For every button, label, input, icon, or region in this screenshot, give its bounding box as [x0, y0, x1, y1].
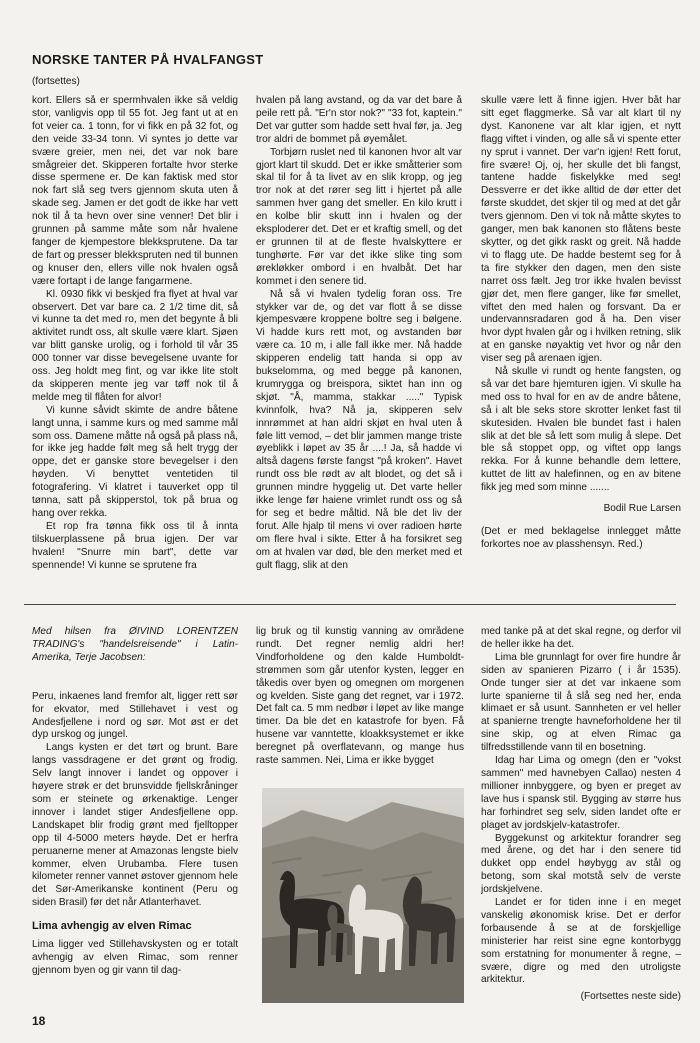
paragraph: Lima ligger ved Stillehavskysten og er totalt avhengig av elven Rimac, som renner gjennom byen og gir vann til dag-	[32, 939, 238, 976]
bottom-column-2	[256, 626, 464, 784]
paragraph: skulle være lett å finne igjen. Hver båt har sitt eget flaggmerke. Så var alt klart til ny dyst. Kanonene var alt klar igjen, et nytt flagg viftet i vinden, og alle så vi spente etter ny sprut i vannet. Der var'n igjen! Rett forut, fire svære! Oj, oj, her skulle det bli fangst, tantene hadde fiskelykke med seg! Dessverre er det ikke alltid de dør etter det første skuddet, det skjer til og med at det går tvers gjennom. Den vi tok nå måtte skytes to ganger, men bak kanonen sto flåtens beste skytter, og det gikk raskt og greit. Nå hadde vi to flagg ute. De hadde bestemt seg for å ta fire stykker den dagen, men den siste narret oss fælt. Jeg tror ikke hvalen bevisst gjør det, men flere ganger, like før smellet, viftet den med halen og forsvant. Da er undervannsradaren god å ha. Den viser hvor dypt hvalen går og i hvilken retning, slik at en ganske nøyaktig vet hvor og når den viser seg på arenaen igjen.	[481, 95, 681, 365]
paragraph: Peru, inkaenes land fremfor alt, ligger rett sør for ekvator, med Stillehavet i vest og Andesfjellene i nord og sør. Mot øst er det dyp urskog og jungel.	[32, 690, 238, 741]
llama-photo-graphic	[262, 788, 464, 1003]
section-divider	[24, 604, 676, 605]
bottom-column-3	[481, 626, 681, 1011]
bottom-column-1	[32, 626, 238, 1011]
paragraph: Nå skulle vi rundt og hente fangsten, og så var det bare hjemturen igjen. Vi skulle ha med oss to hval for en av de andre båtene, så i alt ble seks store skrotter lenket fast til skutesiden. Hvalen ble bundet fast i halen slik at det ble så lett som mulig å slepe. Det ble så stoppet opp, og viftet opp langs rekka. For å kunne behandle dem lettere, kuttet de litt av halefinnen, og en av bitene fikk jeg med som minne .......	[481, 366, 681, 494]
article-title: NORSKE TANTER PÅ HVALFANGST	[32, 52, 264, 67]
continued-label: (fortsettes)	[32, 76, 80, 87]
paragraph: Torbjørn ruslet ned til kanonen hvor alt var gjort klart til skudd. Det er ikke småtterier som skal til for å ta livet av en slik kropp, og jeg tror nok at det rører seg litt i hjertet på alle sammen hver gang det smeller. En kilo krutt i en kolbe blir skutt inn i hvalen og der eksploderer det. Det er et kraftig smell, og det er grunnen til at de fleste hvalskyttere er tunghørte. Før var det ikke slike ting som ørekløkker ombord i en hvalbåt. Det har kommet i den senere tid.	[256, 146, 462, 287]
top-column-2	[256, 95, 462, 600]
intro-text: Med hilsen fra ØIVIND LORENTZEN TRADING's "handelsreisende" i Latin-Amerika, Terje Jacobsen:	[32, 626, 238, 663]
top-column-1	[32, 95, 238, 600]
paragraph: Et rop fra tønna fikk oss til å innta tilskuerplassene på brua igjen. Der var hvalen! "Snurre min bart", dette var spennende! Vi kunne se sprutene fra	[32, 520, 238, 571]
page-number: 18	[32, 1014, 46, 1028]
paragraph: med tanke på at det skal regne, og derfor vil de heller ikke ha det.	[481, 626, 681, 650]
paragraph: Lima ble grunnlagt for over fire hundre år siden av spanieren Pizarro ( i år 1535). Onde tunger sier at det var inkaene som lurte spanierne til å slå seg ned her, enda klimaet er så usunt. Sannheten er vel heller at spanierne trengte havneforholdene her til sine skip, og at elven Rimac ga tilfredsstillende vann til en bosetning.	[481, 651, 681, 754]
paragraph: kort. Ellers så er spermhvalen ikke så veldig stor, vanligvis opp til 55 fot. Jeg fant ut at en fot veier ca. 1 tonn, for vi fikk en på 32 fot, og den veide 33-34 tonn. Vi syntes jo dette var svære greier, men nei, det var nok bare smågreier det. Skipperen fortalte hvor sterke disse spermene er. De kan faktisk med stor nok fart slå seg tvers gjennom skuta uten å skade seg. Jamen er det godt de ikke har vett nok til å ta hevn over sine venner! Det blir i grunnen på samme måte som når hvalene fanger de kjempestore blekksprutene. Da tar de fart og presser blekkspruten ned til bunnen og knuser den, ellers ville nok hvalen også være fortapt i de lange fangarmene.	[32, 95, 238, 287]
paragraph: Nå så vi hvalen tydelig foran oss. Tre stykker var de, og det var flott å se disse kjempesvære kroppene boltre seg i bølgene. Vi hadde kurs rett mot, og avstanden bør være ca. 10 m, i alle fall ikke mer. Nå hadde skipperen endelig tatt handa si opp av bukselomma, og med begge på kanonen, krumrygga og breispora, siktet han inn og skjøt. "Å, mamma, stakkar ....." Typisk kvinnfolk, hva? Nå ja, skipperen selv innrømmet at han aldri skjøt en hval uten å føle litt vemod, – det blir jammen mange triste øyeblikk i løpet av 35 år ....! Ja, så hadde vi altså dagens første fangst "på kroken". Havet rundt oss ble rødt av alt blodet, og det så i grunnen mindre hyggelig ut. Det varte heller ikke lenge før haiene vrimlet rundt oss og så for seg et bedre måltid. Nå ble det liv der forut. Alle hjalp til mens vi over radioen hørte om flere hval i sikte. Etter å ha forsikret seg om at hvalen var død, ble den merket med et gult flagg, slik at den	[256, 288, 462, 571]
llama-photo	[262, 788, 464, 1003]
paragraph: Vi kunne såvidt skimte de andre båtene langt unna, i samme kurs og med samme mål som oss. Damene måtte nå også på plass nå, for ikke jeg hadde følt meg så helt trygg der oppe, det er ganske store bevegelser i den høyden. Vi benyttet ventetiden til fotografering. Vi klatret i tauverket opp til tønna, satt på skipperstol, tok på brua og hang over rekka.	[32, 404, 238, 519]
top-column-3	[481, 95, 681, 600]
paragraph: Landet er for tiden inne i en meget vanskelig økonomisk krise. Det er derfor forbausende å se at de forskjellige ministerier har reist sine egne kontorbygg som erstatning for monumenter å regne, – svære, digre og med den utroligste arkitektur.	[481, 897, 681, 986]
paragraph: hvalen på lang avstand, og da var det bare å peile rett på. "Er'n stor nok?" "33 fot, kaptein." Det var gutter som hadde sett hval før, ja. Jeg tror aldri de bommet på øyemålet.	[256, 95, 462, 145]
paragraph: Kl. 0930 fikk vi beskjed fra flyet at hval var observert. Det var bare ca. 2 1/2 time dit, så vi kunne ta det med ro, men det begynte å bli aktivitet rundt oss, alt skulle være klart. Sjøen var blitt ganske urolig, og i forhold til vår 35 000 tonner var disse bevegelsene uvante for oss. Jeg holdt meg fint, og var ikke lite stolt da skipperen mente jeg var tøff nok til å melde meg til flåten for alvor!	[32, 288, 238, 403]
editor-note: (Det er med beklagelse innlegget måtte forkortes noe av plasshensyn. Red.)	[481, 526, 681, 550]
paragraph: Langs kysten er det tørt og brunt. Bare langs vassdragene er det grønt og frodig. Selv langt innover i landet og oppover i høyere strøk er det brunsvidde fjellskråninger som er steinete og ørkenaktige. Lenger innover i landet stiger Andesfjellene opp. Landskapet blir frodig grønt med fjelltopper opp til 4-5000 meters høyde. Det er herfra peruanerne mener at Amazonas lengste bielv kommer, elven Urubamba. Flere tusen kilometer renner vannet østover gjennom hele det Sør-Amerikanske kontinent (Peru og siden Brasil) før det når Atlanterhavet.	[32, 742, 238, 909]
paragraph: lig bruk og til kunstig vanning av områdene rundt. Det regner nemlig aldri her! Vindforholdene og den kalde Humboldt-strømmen som går utenfor kysten, legger en tåkedis over byen og omegnen om morgenen og kvelden. Siste gang det regnet, var i 1972. Det falt ca. 5 mm nedbør i løpet av like mange timer. Da ble det en katastrofe for byen. Få husene var vanntette, kloakksystemet er ikke beregnet på overflatevann, og mange hus raste sammen. Nei, Lima er ikke bygget	[256, 626, 464, 767]
author-signature: Bodil Rue Larsen	[603, 503, 681, 515]
continued-next-label: (Fortsettes neste side)	[580, 991, 681, 1003]
paragraph: Idag har Lima og omegn (den er "vokst sammen" med havnebyen Callao) nesten 4 millioner innbyggere, og byen er preget av lave hus i spansk stil. Bygging av større hus har forhindret seg selv, siden landet ofte er plaget av jordskjelv-katastrofer.	[481, 755, 681, 831]
subheading: Lima avhengig av elven Rimac	[32, 920, 192, 933]
paragraph: Byggekunst og arkitektur forandrer seg med årene, og det har i den senere tid dukket opp endel høybygg av stål og betong, som skal motstå selv de verste jordskjelvene.	[481, 832, 681, 896]
